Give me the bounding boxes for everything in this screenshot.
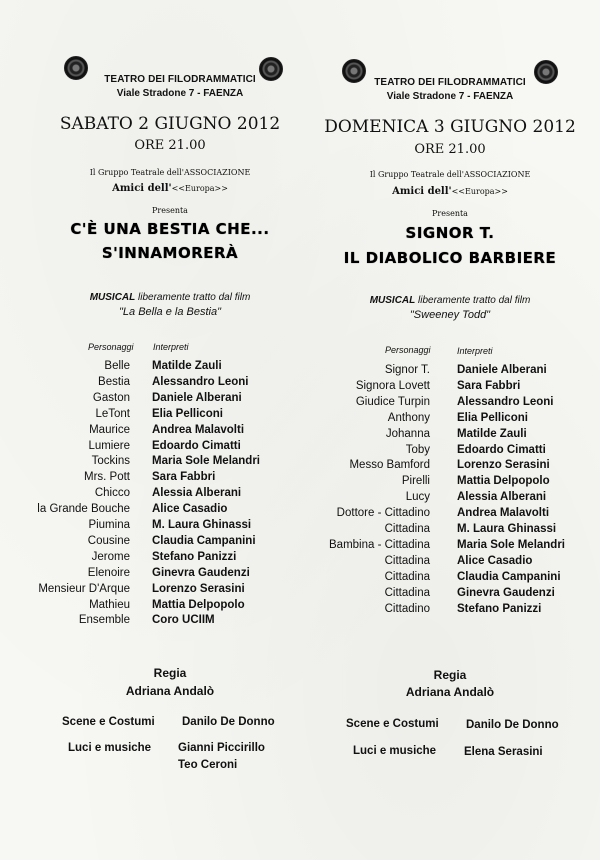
cast-role: Signora Lovett [355, 379, 430, 392]
presenta-label: Presenta [432, 209, 468, 218]
cast-role: Signor T. [384, 364, 430, 376]
cast-actor: Ginevra Gaudenzi [152, 566, 250, 579]
cast-actor: Lorenzo Serasini [152, 582, 245, 595]
event-time: ORE 21.00 [414, 142, 486, 157]
cast-role: Cittadina [384, 554, 430, 567]
source-film: "La Bella e la Bestia" [119, 306, 221, 318]
cast-role: Chicco [94, 487, 130, 500]
cast-actor: Alessandro Leoni [457, 395, 554, 408]
cast-role: Tockins [91, 455, 130, 468]
cast-actor: Alessia Alberani [457, 491, 547, 504]
cast-actor: Mattia Delpopolo [457, 475, 550, 488]
cast-role: Jerome [91, 550, 130, 563]
cast-actor: Claudia Campanini [152, 534, 256, 547]
cast-role: Elenoire [87, 566, 130, 579]
association-name [300, 186, 600, 197]
event-time: ORE 21.00 [134, 138, 206, 153]
right-program [300, 0, 600, 860]
luci-label: Luci e musiche [68, 742, 152, 754]
association-sub: <<Europa>> [171, 184, 228, 193]
show-title-line2: S'INNAMORERÀ [101, 244, 239, 262]
cast-role: Johanna [385, 427, 430, 440]
roles-header: Personaggi [88, 342, 134, 352]
theatre-name: TEATRO DEI FILODRAMMATICI [104, 74, 256, 85]
cast-role: Pirelli [401, 475, 430, 488]
cast-role: Ensemble [78, 614, 130, 627]
cast-actor: M. Laura Ghinassi [457, 523, 557, 535]
cast-actor: M. Laura Ghinassi [152, 519, 252, 531]
cast-role: Maurice [89, 423, 130, 436]
cast-role: LeTont [95, 407, 130, 420]
cast-role: Cittadina [384, 570, 430, 583]
actors-header: Interpreti [153, 342, 189, 352]
cast-role: Cittadina [384, 586, 430, 599]
cast-actor: Andrea Malavolti [457, 507, 550, 520]
cast-actor: Elia Pelliconi [457, 411, 528, 424]
cast-role: Lumiere [88, 439, 130, 452]
cast-actor: Elia Pelliconi [152, 407, 223, 420]
luci-name-1: Gianni Piccirillo [178, 742, 265, 754]
cast-role: Giudice Turpin [355, 395, 430, 408]
association-main: Amici dell' [392, 186, 452, 197]
cast-actor: Coro UCIIM [152, 614, 215, 627]
cast-role: Gaston [92, 391, 130, 404]
cast-actor: Alessandro Leoni [152, 375, 249, 388]
cast-actor: Mattia Delpopolo [152, 598, 245, 611]
cast-role: Anthony [387, 411, 430, 424]
cast-role: Belle [104, 360, 130, 372]
roles-header: Personaggi [385, 345, 431, 355]
theatre-address: Viale Stradone 7 - FAENZA [116, 88, 244, 99]
scene-label: Scene e Costumi [346, 718, 439, 730]
cast-actor: Ginevra Gaudenzi [457, 586, 555, 599]
cast-actor: Matilde Zauli [457, 427, 527, 440]
regia-label: Regia [153, 666, 187, 680]
show-title-line1: C'È UNA BESTIA CHE... [70, 220, 270, 238]
cast-actor: Alice Casadio [457, 554, 533, 567]
association-main: Amici dell' [112, 183, 172, 194]
regia-name: Adriana Andalò [405, 685, 495, 699]
cast-actor: Edoardo Cimatti [457, 443, 546, 456]
cast-role: Bestia [98, 375, 130, 388]
show-title-line1: SIGNOR T. [405, 224, 495, 242]
cast-actor: Claudia Campanini [457, 570, 561, 583]
luci-label: Luci e musiche [353, 745, 437, 757]
luci-name-2: Teo Ceroni [178, 759, 238, 771]
cast-role: Dottore - Cittadino [336, 507, 430, 520]
cast-role: Toby [405, 443, 430, 456]
cast-role: Mathieu [89, 598, 130, 611]
cast-role: Cittadina [384, 523, 430, 535]
cast-actor: Sara Fabbri [152, 471, 216, 484]
musical-description: liberamente tratto dal film [415, 295, 531, 306]
musical-line [20, 292, 320, 303]
regia-label: Regia [433, 668, 467, 682]
cast-actor: Daniele Alberani [152, 391, 242, 404]
cast-actor: Edoardo Cimatti [152, 439, 241, 452]
cast-actor: Maria Sole Melandri [457, 538, 566, 551]
association-sub: <<Europa>> [451, 187, 508, 196]
cast-actor: Stefano Panizzi [457, 602, 542, 615]
source-film: "Sweeney Todd" [409, 309, 491, 321]
cast-actor: Alice Casadio [152, 503, 228, 516]
cast-actor: Daniele Alberani [457, 364, 547, 376]
show-title-line2: IL DIABOLICO BARBIERE [343, 249, 557, 267]
cast-actor: Sara Fabbri [457, 379, 521, 392]
cast-actor: Lorenzo Serasini [457, 459, 550, 472]
musical-line [300, 295, 600, 306]
musical-description: liberamente tratto dal film [135, 292, 251, 303]
cast-role: Cittadino [384, 602, 430, 615]
event-date: DOMENICA 3 GIUGNO 2012 [324, 117, 576, 137]
cast-actor: Maria Sole Melandri [152, 455, 261, 468]
scene-name: Danilo De Donno [182, 716, 275, 728]
event-date: SABATO 2 GIUGNO 2012 [59, 114, 281, 134]
group-line: Il Gruppo Teatrale dell'ASSOCIAZIONE [89, 168, 251, 177]
association-name [20, 183, 320, 194]
cast-role: la Grande Bouche [37, 503, 130, 516]
cast-actor: Andrea Malavolti [152, 423, 245, 436]
cast-actor: Alessia Alberani [152, 487, 242, 500]
cast-role: Bambina - Cittadina [329, 538, 430, 551]
group-line: Il Gruppo Teatrale dell'ASSOCIAZIONE [369, 170, 531, 179]
regia-name: Adriana Andalò [125, 684, 215, 698]
theatre-name: TEATRO DEI FILODRAMMATICI [374, 77, 526, 88]
cast-role: Mensieur D'Arque [38, 582, 130, 595]
cast-role: Piumina [88, 519, 130, 531]
cast-role: Lucy [405, 491, 430, 504]
cast-role: Cousine [87, 534, 130, 547]
musical-label: MUSICAL [89, 292, 136, 303]
scene-label: Scene e Costumi [62, 716, 155, 728]
presenta-label: Presenta [152, 206, 188, 215]
cast-role: Mrs. Pott [83, 471, 130, 484]
theatre-address: Viale Stradone 7 - FAENZA [386, 91, 514, 102]
cast-actor: Matilde Zauli [152, 360, 222, 372]
cast-actor: Stefano Panizzi [152, 550, 237, 563]
luci-name-1: Elena Serasini [464, 746, 543, 758]
scene-name: Danilo De Donno [466, 719, 559, 731]
cast-role: Messo Bamford [349, 459, 430, 472]
musical-label: MUSICAL [369, 295, 416, 306]
actors-header: Interpreti [457, 346, 493, 356]
